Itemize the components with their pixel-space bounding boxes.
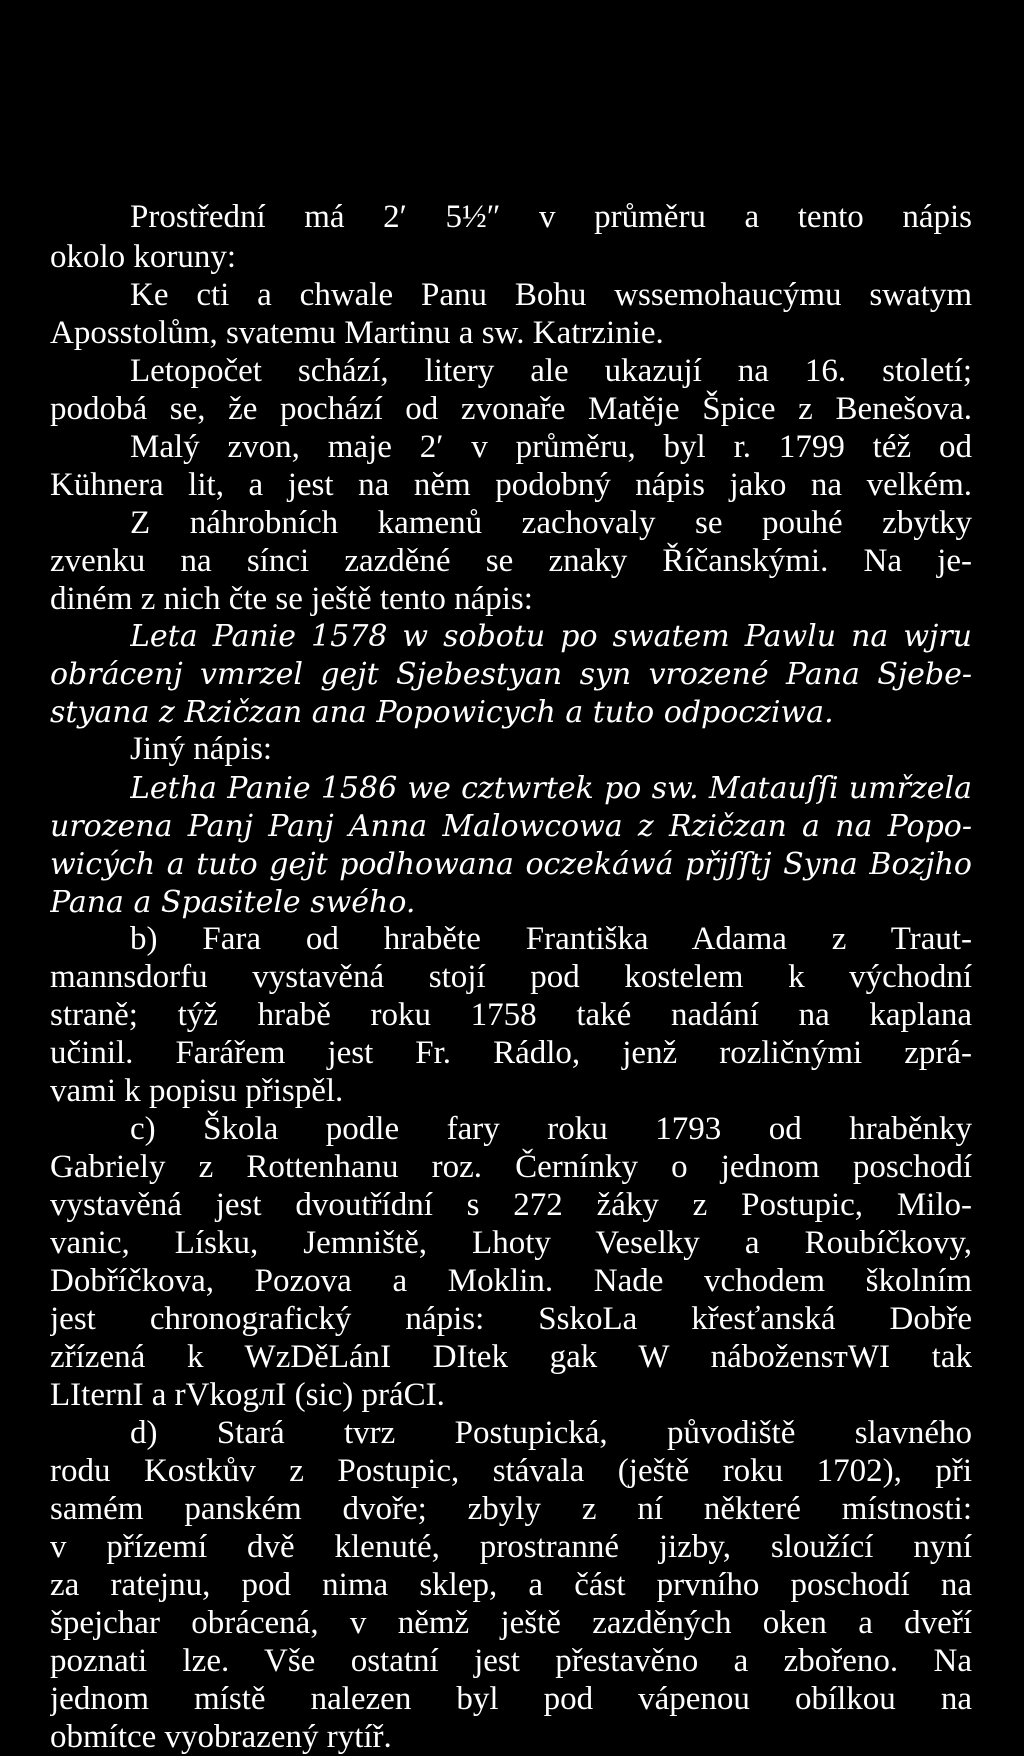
text-line: Gabriely z Rottenhanu roz. Černínky o jednom poschodí [50,1149,972,1185]
text-line: obrácenj vmrzel gejt Sjebestyan syn vrozené Pana Sjebe- [50,657,972,692]
text-line: wicých a tuto gejt podhowana oczekáwá přjſſtj Syna Bozjho [50,847,972,882]
text-line: d) Stará tvrz Postupická, původiště slavného [130,1415,972,1451]
text-line: Malý zvon, maje 2′ v průměru, byl r. 1799 též od [130,429,972,465]
text-line: b) Fara od hraběte Františka Adama z Traut- [130,921,972,957]
text-line: rodu Kostkův z Postupic, stávala (ještě roku 1702), při [50,1453,972,1489]
text-line: zřízená k WzDěLánI DItek gak W nábožensтWI tak [50,1339,972,1375]
text-line: jednom místě nalezen byl pod vápenou obílkou na [50,1681,972,1717]
text-line: Z náhrobních kamenů zachovaly se pouhé zbytky [130,505,972,541]
text-line: samém panském dvoře; zbyly z ní některé místnosti: [50,1491,972,1527]
text-line: učinil. Farářem jest Fr. Rádlo, jenž rozličnými zprá- [50,1035,972,1071]
text-line: mannsdorfu vystavěná stojí pod kostelem k východní [50,959,972,995]
text-line: zvenku na sínci zazděné se znaky Říčanskými. Na je- [50,543,972,579]
text-line: Kühnera lit, a jest na něm podobný nápis jako na velkém. [50,467,972,503]
text-line: Letha Panie 1586 we cztwrtek po sw. Matauſſi umřzela [130,771,972,806]
text-line: Letopočet schází, litery ale ukazují na 16. století; [130,353,972,389]
text-line: podobá se, že pochází od zvonaře Matěje Špice z Benešova. [50,391,972,427]
text-line: Leta Panie 1578 w sobotu po swatem Pawlu na wjru [130,619,972,654]
text-line: Aposstolům, svatemu Martinu a sw. Katrzinie. [50,315,664,351]
text-line: styana z Rzičzan ana Popowicych a tuto odpocziwa. [50,695,834,730]
text-line: Ke cti a chwale Panu Bohu wssemohaucýmu swatym [130,277,972,313]
text-line: okolo koruny: [50,239,237,275]
text-line: diném z nich čte se ještě tento nápis: [50,581,533,617]
text-line: obmítce vyobrazený rytíř. [50,1719,392,1755]
text-line: c) Škola podle fary roku 1793 od hraběnky [130,1111,972,1147]
text-line: špejchar obrácená, v němž ještě zazděných oken a dveří [50,1605,972,1641]
text-line: za ratejnu, pod nima sklep, a část prvního poschodí na [50,1567,972,1603]
text-line: urozena Panj Panj Anna Malowcowa z Rzičzan a na Popo- [50,809,972,844]
text-line: Dobříčkova, Pozova a Moklin. Nade vchodem školním [50,1263,972,1299]
text-line: vami k popisu přispěl. [50,1073,344,1109]
text-line: poznati lze. Vše ostatní jest přestavěno a zbořeno. Na [50,1643,972,1679]
text-line: vystavěná jest dvoutřídní s 272 žáky z Postupic, Milo- [50,1187,972,1223]
text-line: Jiný nápis: [130,731,273,767]
text-line: LIternI a rVkogлI (sic) práCI. [50,1377,445,1413]
text-line: Prostřední má 2′ 5½″ v průměru a tento nápis [130,199,972,235]
text-line: Pana a Spasitele swého. [50,885,416,920]
text-line: v přízemí dvě klenuté, prostranné jizby, sloužící nyní [50,1529,972,1565]
text-line: jest chronografický nápis: SskoLa křesťanská Dobře [50,1301,972,1337]
text-line: straně; týž hrabě roku 1758 také nadání na kaplana [50,997,972,1033]
text-line: vanic, Lísku, Jemniště, Lhoty Veselky a Roubíčkovy, [50,1225,972,1261]
